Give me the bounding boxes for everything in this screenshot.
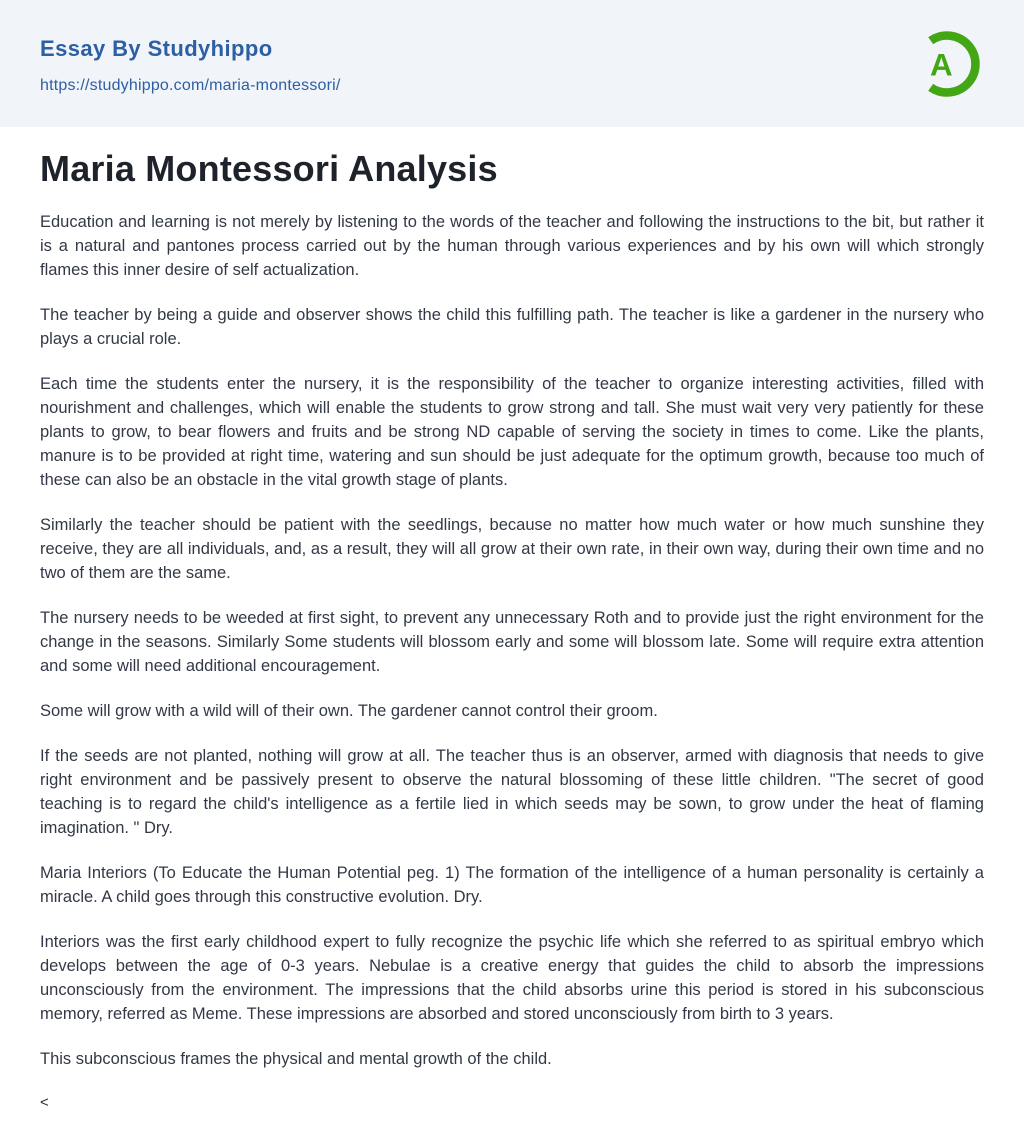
essay-paragraph: Each time the students enter the nursery, it is the responsibility of the teacher to organize interesting activities, filled with nourishment and challenges, which will enable the students to grow strong and tall. She must wait very very patiently for these plants to grow, to bear flowers and fruits and be strong ND capable of serving the society in times to come. Like the plants, manure is to be provided at right time, watering and sun should be just adequate for the optimum growth, because too much of these can also be an obstacle in the vital growth stage of plants.	[40, 375, 984, 489]
studyhippo-logo-icon	[909, 26, 985, 102]
essay-paragraph: Maria Interiors (To Educate the Human Potential peg. 1) The formation of the intelligence of a human personality is certainly a miracle. A child goes through this constructive evolution. Dry.	[40, 864, 984, 906]
essay-paragraph: Some will grow with a wild will of their own. The gardener cannot control their groom.	[40, 702, 658, 720]
footer-marker: <	[40, 1094, 49, 1111]
essay-text	[40, 210, 984, 1071]
essay-paragraph: The nursery needs to be weeded at first sight, to prevent any unnecessary Roth and to provide just the right environment for the change in the seasons. Similarly Some students will blossom early and some will blossom late. Some will require extra attention and some will need additional encouragement.	[40, 609, 984, 675]
essay-paragraph: Education and learning is not merely by listening to the words of the teacher and following the instructions to the bit, but rather it is a natural and pantones process carried out by the human through various experiences and by his own will which strongly flames this inner desire of self actualization.	[40, 213, 984, 279]
document-body	[0, 149, 1024, 1111]
header-text-block	[40, 32, 341, 95]
essay-paragraph: Similarly the teacher should be patient with the seedlings, because no matter how much water or how much sunshine they receive, they are all individuals, and, as a result, they will all grow at their own rate, in their own way, during their own time and no two of them are the same.	[40, 516, 984, 582]
site-title: Essay By Studyhippo	[40, 36, 273, 61]
page-header	[0, 0, 1024, 127]
logo-letter: A	[929, 46, 953, 82]
essay-paragraph: If the seeds are not planted, nothing will grow at all. The teacher thus is an observer, armed with diagnosis that needs to give right environment and be passively present to observe the natural blossoming of these little children. "The secret of good teaching is to regard the child's intelligence as a fertile lied in which seeds may be sown, to grow under the heat of flaming imagination. " Dry.	[40, 747, 984, 837]
essay-url-link[interactable]: https://studyhippo.com/maria-montessori/	[40, 77, 341, 94]
page-title: Maria Montessori Analysis	[40, 148, 498, 189]
essay-paragraph: This subconscious frames the physical and mental growth of the child.	[40, 1050, 552, 1068]
essay-paragraph: Interiors was the first early childhood expert to fully recognize the psychic life which she referred to as spiritual embryo which develops between the age of 0-3 years. Nebulae is a creative energy that guides the child to absorb the impressions unconsciously from the environment. The impressions that the child absorbs urine this period is stored in his subconscious memory, referred as Meme. These impressions are absorbed and stored unconsciously from birth to 3 years.	[40, 933, 984, 1023]
essay-paragraph: The teacher by being a guide and observer shows the child this fulfilling path. The teacher is like a gardener in the nursery who plays a crucial role.	[40, 306, 984, 348]
